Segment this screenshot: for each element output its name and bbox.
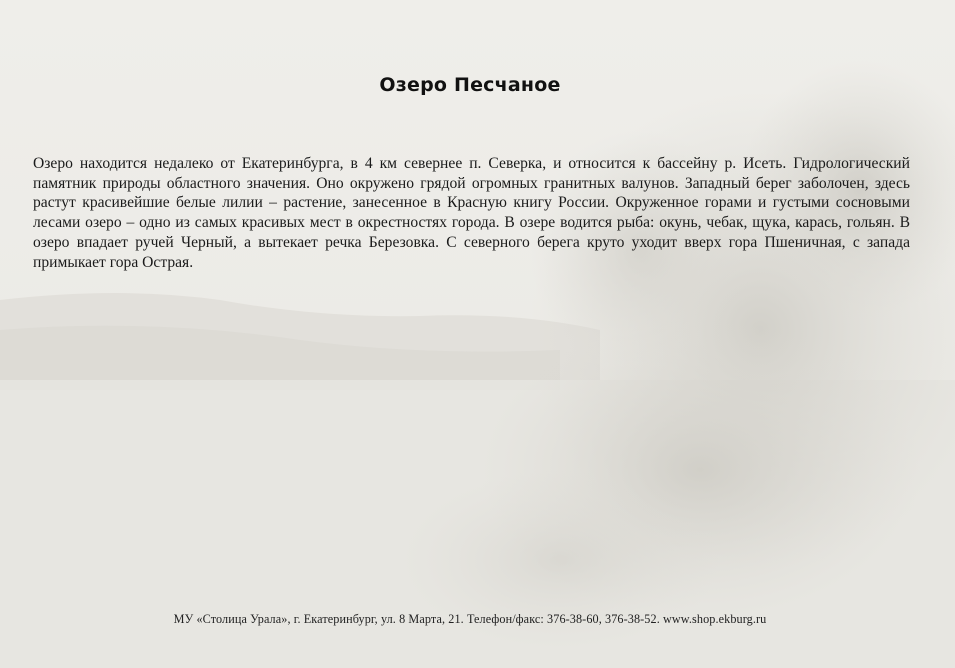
description-paragraph: Озеро находится недалеко от Екатеринбурга, в 4 км севернее п. Северка, и относится к бассейну р. Исеть. Гидрологический памятник природы областного значения. Оно окружено грядой огромных гранитных валунов. Западный берег заболочен, здесь растут красивейшие белые лилии – растение, занесенное в Красную книгу России. Окруженное горами и густыми сосновыми лесами озеро – одно из самых красивых мест в окрестностях города. В озере водится рыба: окунь, чебак, щука, карась, гольян. В озеро впадает ручей Черный, а вытекает речка Березовка. С северного берега круто уходит вверх гора Пшеничная, с запада примыкает гора Острая. — [33, 155, 910, 271]
publisher-footer: МУ «Столица Урала», г. Екатеринбург, ул. 8 Марта, 21. Телефон/факс: 376-38-60, 376-38-52. www.shop.ekburg.ru — [173, 612, 767, 626]
page-title: Озеро Песчаное — [379, 74, 561, 96]
